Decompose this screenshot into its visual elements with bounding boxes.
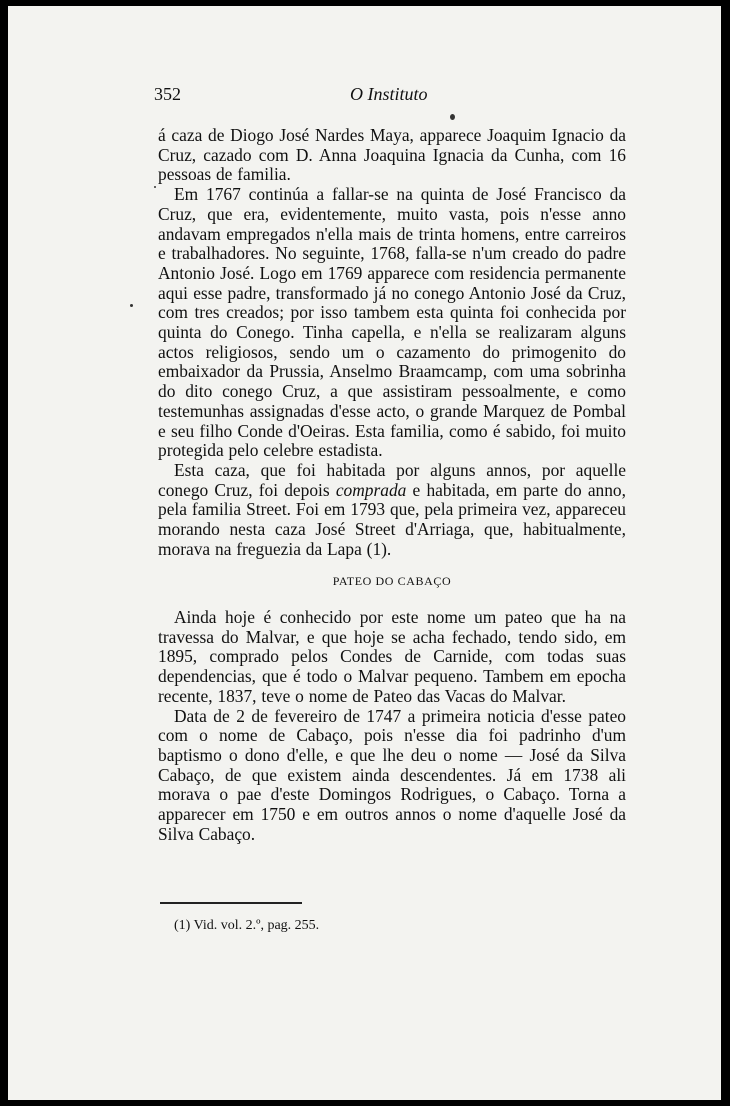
footnote: (1) Vid. vol. 2.º, pag. 255. xyxy=(174,918,320,933)
paragraph-3 xyxy=(158,461,626,560)
paragraph-4: Ainda hoje é conhecido por este nome um pateo que ha na travessa do Malvar, e que hoje se acha fechado, tendo sido, em 1895, comprado pelos Condes de Carnide, com todas suas dependencias, que é todo o Malvar pequeno. Tambem em epocha recente, 1837, teve o nome de Pateo das Vacas do Malvar. xyxy=(158,607,626,706)
dust-speck xyxy=(450,114,455,120)
paragraph-3-end: e habitada, em parte do anno, pela familia Street. Foi em 1793 que, pela primeira vez, appareceu morando nesta caza José Street d'Arriaga, que, habitualmente, morava na freguezia da Lapa (1). xyxy=(158,479,626,559)
page-number: 352 xyxy=(154,84,181,104)
text-block-top xyxy=(158,126,626,559)
dust-speck xyxy=(154,186,156,188)
page-header xyxy=(154,84,624,110)
footnote-divider xyxy=(160,902,302,904)
paragraph-2: Em 1767 continúa a fallar-se na quinta de José Francisco da Cruz, que era, evidentemente, muito vasta, pois n'esse anno andavam empregados n'ella mais de trinta homens, entre carreiros e trabalhadores. No seguinte, 1768, falla-se n'um creado do padre Antonio José. Logo em 1769 apparece com residencia permanente aqui esse padre, transformado já no conego Antonio José da Cruz, com tres creados; por isso tambem esta quinta foi conhecida por quinta do Conego. Tinha capella, e n'ella se realizaram alguns actos religiosos, sendo um o cazamento do primogenito do embaixador da Prussia, Anselmo Braamcamp, com uma sobrinha do dito conego Cruz, a que assistiram pessoalmente, e como testemunhas assignadas d'esse acto, o grande Marquez de Pombal e seu filho Conde d'Oeiras. Esta familia, como é sabido, foi muito protegida pelo celebre estadista. xyxy=(158,184,626,461)
dust-speck xyxy=(130,304,133,307)
paragraph-5: Data de 2 de fevereiro de 1747 a primeira noticia d'esse pateo com o nome de Cabaço, pois n'esse dia foi padrinho d'um baptismo o dono d'elle, e que lhe deu o nome — José da Silva Cabaço, de que existem ainda descendentes. Já em 1738 ali morava o pae d'este Domingos Rodrigues, o Cabaço. Torna a apparecer em 1750 e em outros annos o nome d'aquelle José da Silva Cabaço. xyxy=(158,705,626,844)
text-block-bottom xyxy=(158,608,626,844)
section-title: PATEO DO CABAÇO xyxy=(332,574,452,588)
running-title: O Instituto xyxy=(350,84,428,104)
paragraph-3-start: Esta caza, que foi habitada por alguns annos, por aquelle conego Cruz, foi depois xyxy=(158,459,626,500)
emphasized-word: comprada xyxy=(335,479,407,500)
paragraph-1: á caza de Diogo José Nardes Maya, apparece Joaquim Ignacio da Cruz, cazado com D. Anna Joaquina Ignacia da Cunha, com 16 pessoas de familia. xyxy=(158,125,626,185)
